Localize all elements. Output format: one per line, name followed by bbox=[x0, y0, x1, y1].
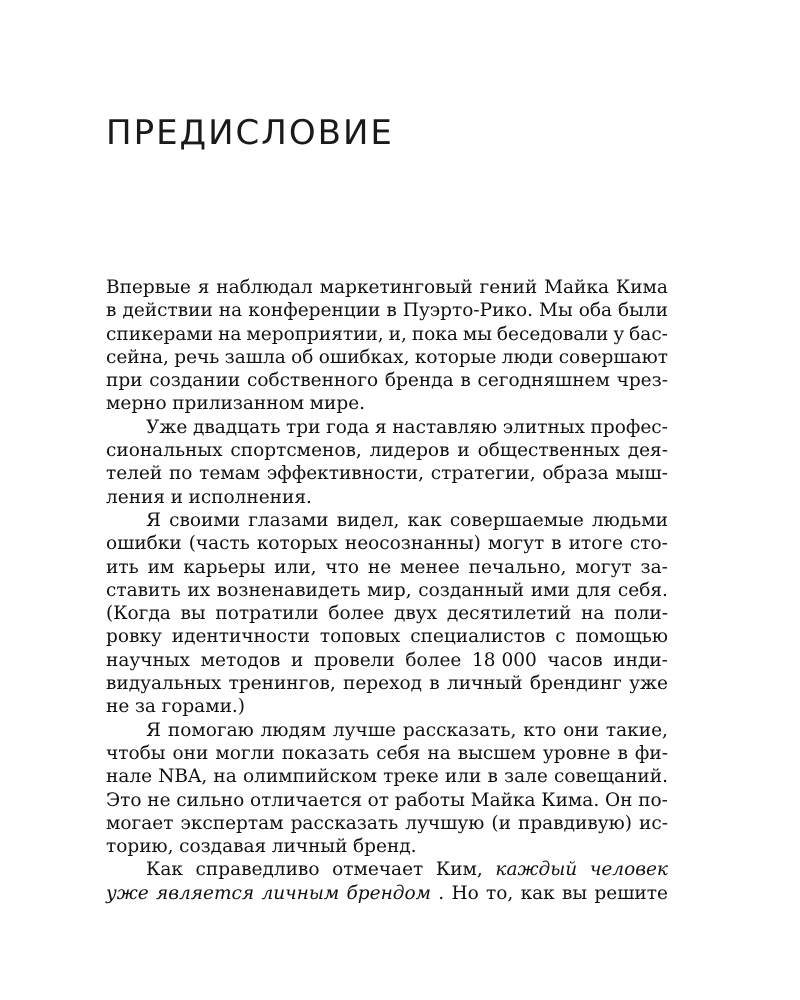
word: людям bbox=[260, 719, 326, 741]
text-line bbox=[106, 858, 668, 881]
text-line bbox=[106, 579, 668, 602]
word: создавая bbox=[179, 836, 267, 858]
word: профес- bbox=[590, 416, 668, 438]
text-line bbox=[106, 509, 668, 532]
text-line bbox=[106, 625, 668, 648]
word: двух bbox=[393, 603, 438, 625]
word: Впервые bbox=[106, 277, 191, 298]
word: совершают bbox=[558, 346, 668, 368]
word: элитных bbox=[502, 416, 585, 438]
text-line bbox=[106, 439, 668, 462]
word: наставляю bbox=[392, 416, 498, 438]
text-line bbox=[106, 462, 668, 485]
word: в bbox=[106, 300, 117, 322]
word: сиональных bbox=[106, 440, 223, 462]
word: Майка bbox=[544, 277, 609, 298]
word: которых bbox=[256, 533, 338, 555]
word: уровне bbox=[542, 742, 611, 764]
word: в bbox=[460, 370, 471, 392]
word: общественных bbox=[477, 440, 620, 462]
word: работы bbox=[394, 789, 465, 811]
text-line bbox=[106, 556, 668, 579]
word: сильно bbox=[176, 789, 245, 811]
word: то, bbox=[486, 882, 514, 904]
word: горами.) bbox=[161, 696, 246, 718]
word: могут bbox=[487, 533, 545, 555]
text-line bbox=[106, 602, 668, 625]
word: за bbox=[134, 696, 156, 718]
word: такие, bbox=[605, 719, 668, 741]
word: три bbox=[286, 416, 321, 438]
word: (часть bbox=[188, 533, 250, 555]
text-line bbox=[106, 789, 668, 812]
word: справедливо bbox=[195, 859, 320, 881]
word: Кима bbox=[615, 277, 668, 298]
word: человек bbox=[589, 859, 668, 881]
word: могли bbox=[215, 742, 275, 764]
word: уже bbox=[106, 882, 149, 904]
word: себя bbox=[376, 742, 421, 764]
word: что bbox=[325, 556, 359, 578]
word: на bbox=[218, 300, 243, 322]
word: топовых bbox=[319, 626, 401, 648]
word: или bbox=[444, 766, 482, 788]
word: NBA, bbox=[158, 766, 208, 788]
word: с bbox=[555, 626, 566, 648]
word: менее bbox=[400, 556, 460, 578]
word: как bbox=[520, 882, 555, 904]
word: личный bbox=[446, 673, 523, 695]
word: им bbox=[147, 556, 175, 578]
word: Майка bbox=[470, 789, 536, 811]
word: чрез- bbox=[616, 370, 668, 392]
word: специалистов bbox=[410, 626, 546, 648]
word: об bbox=[291, 346, 314, 368]
word: эффективности, bbox=[266, 463, 424, 485]
text-line bbox=[106, 486, 668, 509]
word: себя. bbox=[617, 579, 668, 601]
word: по- bbox=[638, 789, 668, 811]
word: кто bbox=[523, 719, 557, 741]
word: рассказать bbox=[290, 812, 399, 834]
word: могает bbox=[106, 812, 174, 834]
word: Мы bbox=[539, 300, 573, 322]
word: были bbox=[618, 300, 668, 322]
word: действии bbox=[122, 300, 213, 322]
word: в bbox=[386, 300, 397, 322]
word: провели bbox=[313, 649, 395, 671]
text-line bbox=[106, 742, 668, 765]
word: (и bbox=[491, 812, 511, 834]
word: телей bbox=[106, 463, 163, 485]
word: своими bbox=[169, 509, 241, 531]
word: потратили bbox=[215, 603, 319, 625]
text-line bbox=[106, 323, 668, 346]
word: бренда bbox=[384, 370, 454, 392]
word: в bbox=[617, 742, 628, 764]
word: Как bbox=[146, 859, 183, 881]
word: на bbox=[427, 742, 451, 764]
text-line bbox=[106, 812, 668, 835]
word: . bbox=[438, 882, 445, 904]
word: собственного bbox=[246, 370, 379, 392]
word: Но bbox=[451, 882, 479, 904]
word: я bbox=[374, 416, 387, 438]
word: стратегии, bbox=[430, 463, 536, 485]
word: создании bbox=[149, 370, 241, 392]
word: конференции bbox=[248, 300, 381, 322]
word: маркетинговый bbox=[319, 277, 473, 298]
word: людьми bbox=[591, 509, 668, 531]
chapter-title: ПРЕДИСЛОВИЕ bbox=[106, 113, 394, 153]
word: карьеры bbox=[183, 556, 266, 578]
word: вы bbox=[562, 882, 588, 904]
word: помощью bbox=[575, 626, 668, 648]
word: нале bbox=[106, 766, 153, 788]
word: на bbox=[213, 766, 237, 788]
text-line bbox=[106, 276, 668, 299]
text-line bbox=[106, 882, 668, 905]
word: помогаю bbox=[167, 719, 254, 741]
word: мерно bbox=[106, 393, 167, 415]
word: экспертам bbox=[180, 812, 284, 834]
word: мыш- bbox=[615, 463, 668, 485]
word: лидеров bbox=[369, 440, 450, 462]
word: неосознанны) bbox=[344, 533, 481, 555]
word: более bbox=[328, 603, 385, 625]
word: бренд. bbox=[353, 836, 417, 858]
word: бас- bbox=[629, 323, 668, 345]
word: лучшую bbox=[405, 812, 485, 834]
word: правдивую) bbox=[517, 812, 632, 834]
word: Уже bbox=[146, 416, 188, 438]
word: ис- bbox=[639, 812, 668, 834]
word: и bbox=[457, 440, 470, 462]
word: ими bbox=[530, 579, 570, 601]
word: мир, bbox=[367, 579, 412, 601]
word: я bbox=[197, 277, 210, 298]
word: идентичности bbox=[171, 626, 310, 648]
word: каждый bbox=[495, 859, 578, 881]
text-line bbox=[106, 719, 668, 742]
word: ставить bbox=[106, 579, 181, 601]
word: высшем bbox=[457, 742, 536, 764]
word: поли- bbox=[614, 603, 668, 625]
word: Пуэрто-Рико. bbox=[402, 300, 533, 322]
word: в bbox=[551, 533, 562, 555]
word: в bbox=[487, 766, 498, 788]
word: итоге bbox=[568, 533, 623, 555]
word: как bbox=[407, 509, 442, 531]
word: они bbox=[172, 742, 209, 764]
word: наблюдал bbox=[216, 277, 313, 298]
word: глазами bbox=[248, 509, 329, 531]
word: совершаемые bbox=[449, 509, 584, 531]
word: и bbox=[290, 649, 304, 671]
word: сто- bbox=[629, 533, 668, 555]
word: ровку bbox=[106, 626, 162, 648]
word: они bbox=[563, 719, 599, 741]
word: их bbox=[187, 579, 211, 601]
word: является bbox=[156, 882, 255, 904]
text-line bbox=[106, 672, 668, 695]
word: тренингов, bbox=[228, 673, 336, 695]
word: оба bbox=[578, 300, 613, 322]
word: созданный bbox=[418, 579, 525, 601]
word: и bbox=[170, 486, 183, 508]
word: ить bbox=[106, 556, 139, 578]
word: спортсменов, bbox=[230, 440, 362, 462]
word: личный bbox=[271, 836, 348, 858]
word: на bbox=[218, 323, 242, 345]
word: ления bbox=[106, 486, 166, 508]
word: исполнения. bbox=[188, 486, 312, 508]
word: ошибках, bbox=[318, 346, 410, 368]
word: брендом bbox=[346, 882, 431, 904]
word: при bbox=[106, 370, 143, 392]
word: решите bbox=[594, 882, 668, 904]
word: личным bbox=[261, 882, 340, 904]
word: у bbox=[613, 323, 625, 345]
word: совещаний. bbox=[554, 766, 668, 788]
word: лучше bbox=[332, 719, 396, 741]
word: отмечает bbox=[332, 859, 424, 881]
word: за- bbox=[640, 556, 668, 578]
word: прилизанном bbox=[172, 393, 305, 415]
word: (Когда bbox=[106, 603, 171, 625]
text-line bbox=[106, 369, 668, 392]
word: ошибки bbox=[106, 533, 182, 555]
word: темам bbox=[199, 463, 261, 485]
word: которые bbox=[414, 346, 497, 368]
text-line bbox=[106, 299, 668, 322]
word: треке bbox=[383, 766, 439, 788]
word: не bbox=[106, 696, 130, 718]
word: Кима. bbox=[541, 789, 600, 811]
word: и, bbox=[388, 323, 407, 345]
word: зашла bbox=[224, 346, 286, 368]
word: Я bbox=[146, 719, 161, 741]
word: по bbox=[168, 463, 193, 485]
word: методов bbox=[200, 649, 281, 671]
word: пока bbox=[411, 323, 458, 345]
word: переход bbox=[343, 673, 423, 695]
word: могут bbox=[575, 556, 632, 578]
word: двадцать bbox=[192, 416, 281, 438]
text-line bbox=[106, 416, 668, 439]
text-line bbox=[106, 532, 668, 555]
word: гений bbox=[479, 277, 538, 298]
word: спикерами bbox=[106, 323, 214, 345]
word: сейна, bbox=[106, 346, 169, 368]
word: образа bbox=[542, 463, 609, 485]
word: брендинг bbox=[529, 673, 622, 695]
word: инди- bbox=[613, 649, 668, 671]
word: отличается bbox=[250, 789, 362, 811]
word: показать bbox=[281, 742, 370, 764]
word: научных bbox=[106, 649, 190, 671]
word: видуальных bbox=[106, 673, 222, 695]
word: видел, bbox=[336, 509, 400, 531]
word: сегодняшнем bbox=[477, 370, 610, 392]
word: более bbox=[405, 649, 462, 671]
word: зале bbox=[504, 766, 548, 788]
word: от bbox=[367, 789, 390, 811]
word: фи- bbox=[634, 742, 668, 764]
text-line bbox=[106, 649, 668, 672]
word: уже bbox=[629, 673, 668, 695]
word: Он bbox=[604, 789, 633, 811]
text-line bbox=[106, 392, 668, 415]
word: не bbox=[147, 789, 171, 811]
text-line bbox=[106, 765, 668, 788]
word: торию, bbox=[106, 836, 174, 858]
word: часов bbox=[547, 649, 603, 671]
word: возненавидеть bbox=[216, 579, 361, 601]
body-text bbox=[106, 276, 668, 905]
word: чтобы bbox=[106, 742, 166, 764]
word: в bbox=[429, 673, 440, 695]
word: мире. bbox=[309, 393, 366, 415]
word: рассказать, bbox=[402, 719, 517, 741]
word: года bbox=[326, 416, 370, 438]
word: Ким, bbox=[435, 859, 483, 881]
word: олимпийском bbox=[242, 766, 377, 788]
word: Я bbox=[146, 509, 161, 531]
word: для bbox=[576, 579, 612, 601]
word: речь bbox=[174, 346, 220, 368]
text-line bbox=[106, 695, 668, 718]
text-line bbox=[106, 346, 668, 369]
word: Это bbox=[106, 789, 142, 811]
word: не bbox=[367, 556, 392, 578]
word: дея- bbox=[627, 440, 668, 462]
word: вы bbox=[180, 603, 206, 625]
word: на bbox=[581, 603, 605, 625]
word: люди bbox=[501, 346, 554, 368]
word: мы bbox=[462, 323, 492, 345]
word: десятилетий bbox=[446, 603, 572, 625]
word: печально, bbox=[468, 556, 567, 578]
word: беседовали bbox=[496, 323, 609, 345]
word: 18 000 bbox=[472, 649, 537, 671]
text-line bbox=[106, 835, 668, 858]
word: или, bbox=[274, 556, 317, 578]
word: мероприятии, bbox=[246, 323, 384, 345]
